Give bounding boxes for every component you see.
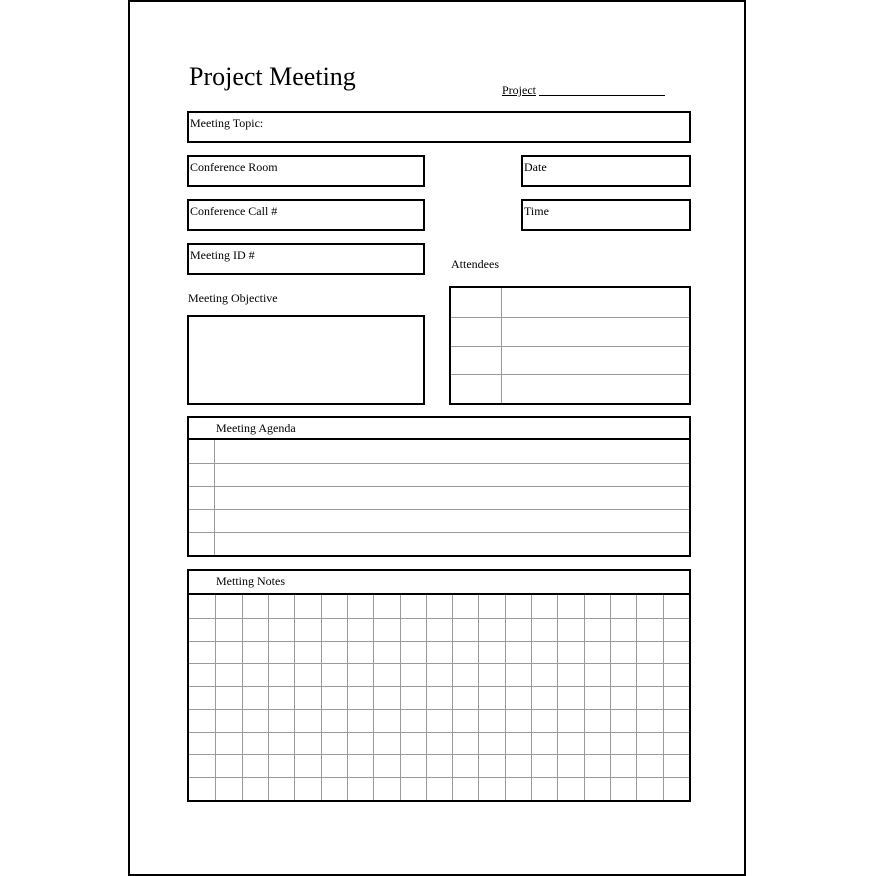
page-title: Project Meeting	[189, 62, 356, 91]
meeting-agenda-label: Meeting Agenda	[216, 421, 296, 435]
notes-column-line	[663, 595, 664, 800]
project-label: Project	[502, 83, 536, 97]
time-field[interactable]	[521, 199, 691, 231]
notes-row-line	[189, 663, 689, 664]
meeting-notes-grid[interactable]	[187, 569, 691, 802]
agenda-row-line	[189, 532, 689, 533]
notes-row-line	[189, 732, 689, 733]
notes-row-line	[189, 686, 689, 687]
date-label: Date	[524, 160, 547, 174]
notes-column-line	[268, 595, 269, 800]
notes-column-line	[215, 595, 216, 800]
notes-column-line	[321, 595, 322, 800]
meeting-agenda-table[interactable]	[187, 416, 691, 557]
notes-row-line	[189, 709, 689, 710]
attendees-table[interactable]	[449, 286, 691, 405]
meeting-topic-label: Meeting Topic:	[190, 116, 264, 130]
notes-column-line	[294, 595, 295, 800]
agenda-header	[189, 418, 689, 440]
meeting-notes-label: Metting Notes	[216, 574, 285, 588]
notes-column-line	[584, 595, 585, 800]
notes-column-line	[557, 595, 558, 800]
notes-column-line	[426, 595, 427, 800]
project-field-line[interactable]	[539, 95, 665, 96]
notes-column-line	[373, 595, 374, 800]
conference-call-label: Conference Call #	[190, 204, 278, 218]
meeting-topic-field[interactable]	[187, 111, 691, 143]
date-field[interactable]	[521, 155, 691, 187]
attendees-row-line	[451, 346, 689, 347]
notes-column-line	[478, 595, 479, 800]
agenda-row-line	[189, 486, 689, 487]
notes-column-line	[610, 595, 611, 800]
attendees-label: Attendees	[451, 257, 499, 271]
time-label: Time	[524, 204, 549, 218]
form-page	[128, 0, 746, 876]
notes-column-line	[400, 595, 401, 800]
notes-column-line	[531, 595, 532, 800]
conference-call-field[interactable]	[187, 199, 425, 231]
attendees-row-line	[451, 317, 689, 318]
agenda-row-line	[189, 509, 689, 510]
notes-header	[189, 571, 689, 595]
notes-column-line	[636, 595, 637, 800]
conference-room-label: Conference Room	[190, 160, 278, 174]
notes-column-line	[505, 595, 506, 800]
notes-row-line	[189, 641, 689, 642]
attendees-row-line	[451, 374, 689, 375]
agenda-row-line	[189, 463, 689, 464]
conference-room-field[interactable]	[187, 155, 425, 187]
meeting-id-label: Meeting ID #	[190, 248, 255, 262]
meeting-id-field[interactable]	[187, 243, 425, 275]
notes-column-line	[347, 595, 348, 800]
meeting-objective-label: Meeting Objective	[188, 291, 278, 305]
notes-column-line	[242, 595, 243, 800]
agenda-number-column-divider	[214, 440, 215, 555]
meeting-objective-field[interactable]	[187, 315, 425, 405]
notes-row-line	[189, 777, 689, 778]
notes-row-line	[189, 618, 689, 619]
notes-row-line	[189, 754, 689, 755]
notes-column-line	[452, 595, 453, 800]
